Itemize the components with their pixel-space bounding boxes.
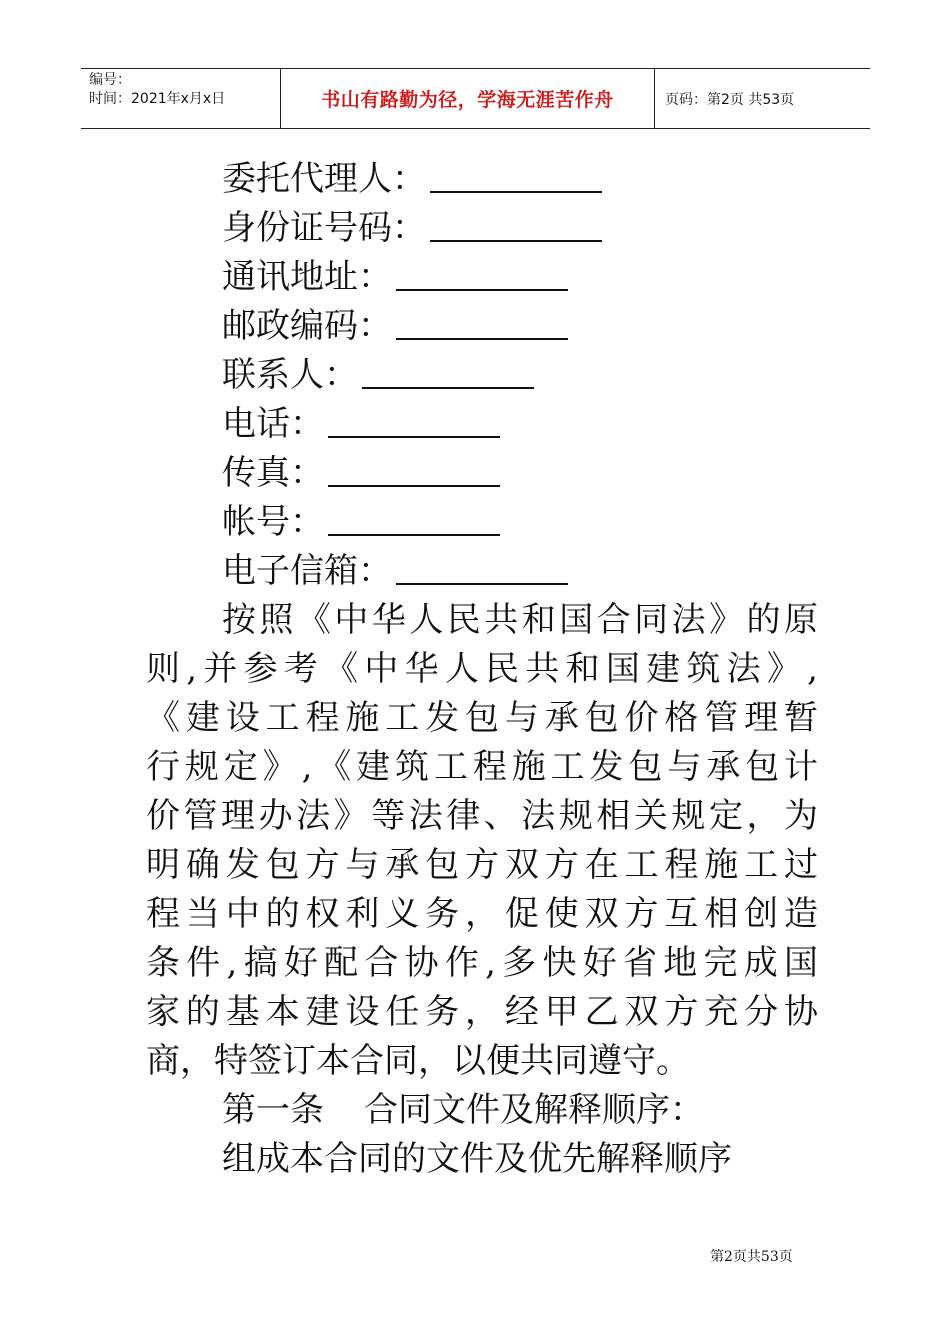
paragraph-line: 条件,搞好配合协作,多快好省地完成国 [146,943,818,983]
article-number: 第一条 [222,1090,324,1130]
paragraph-line: 则,并参考《中华人民共和国建筑法》, [146,649,818,689]
article-heading [146,1086,818,1135]
field-label: 帐号： [222,502,324,542]
form-field [146,547,818,596]
field-label: 电话： [222,404,324,444]
blank-line [362,351,534,389]
field-label: 邮政编码： [222,306,392,346]
form-field [146,400,818,449]
blank-line [396,302,568,340]
form-field [146,253,818,302]
blank-line [328,400,500,438]
paragraph-line: 按照《中华人民共和国合同法》的原 [222,600,818,640]
form-field [146,155,818,204]
header-divider [654,69,655,128]
article-text: 组成本合同的文件及优先解释顺序 [222,1139,732,1179]
paragraph-line: 价管理办法》等法律、法规相关规定，为 [146,796,818,836]
form-field [146,302,818,351]
document-time: 时间：2021年x月x日 [89,91,226,107]
blank-line [396,253,568,291]
header-meta [89,71,225,109]
form-field [146,204,818,253]
contract-paragraph [146,596,818,1086]
form-field [146,449,818,498]
field-label: 通讯地址： [222,257,392,297]
blank-line [328,449,500,487]
paragraph-line: 程当中的权利义务，促使双方互相创造 [146,894,818,934]
paragraph-line: 《建设工程施工发包与承包价格管理暂 [146,698,818,738]
paragraph-line: 家的基本建设任务，经甲乙双方充分协 [146,992,818,1032]
paragraph-line: 行规定》,《建筑工程施工发包与承包计 [146,747,818,787]
header-motto: 书山有路勤为径，学海无涯苦作舟 [321,89,614,111]
form-field [146,351,818,400]
field-label: 联系人： [222,355,358,395]
header-page-info: 页码：第2页 共53页 [665,91,795,108]
blank-line [430,155,602,193]
form-field [146,498,818,547]
paragraph-line: 明确发包方与承包方双方在工程施工过 [146,845,818,885]
page-header [81,68,870,129]
blank-line [396,547,568,585]
document-number-label: 编号： [89,72,131,88]
page-footer: 第2页共53页 [710,1249,793,1265]
field-label: 身份证号码： [222,208,426,248]
document-body [146,155,818,1184]
field-label: 传真： [222,453,324,493]
field-label: 委托代理人： [222,159,426,199]
field-label: 电子信箱： [222,551,392,591]
blank-line [328,498,500,536]
paragraph-line: 商，特签订本合同，以便共同遵守。 [146,1041,690,1081]
blank-line [430,204,602,242]
article-title: 合同文件及解释顺序： [364,1090,704,1130]
